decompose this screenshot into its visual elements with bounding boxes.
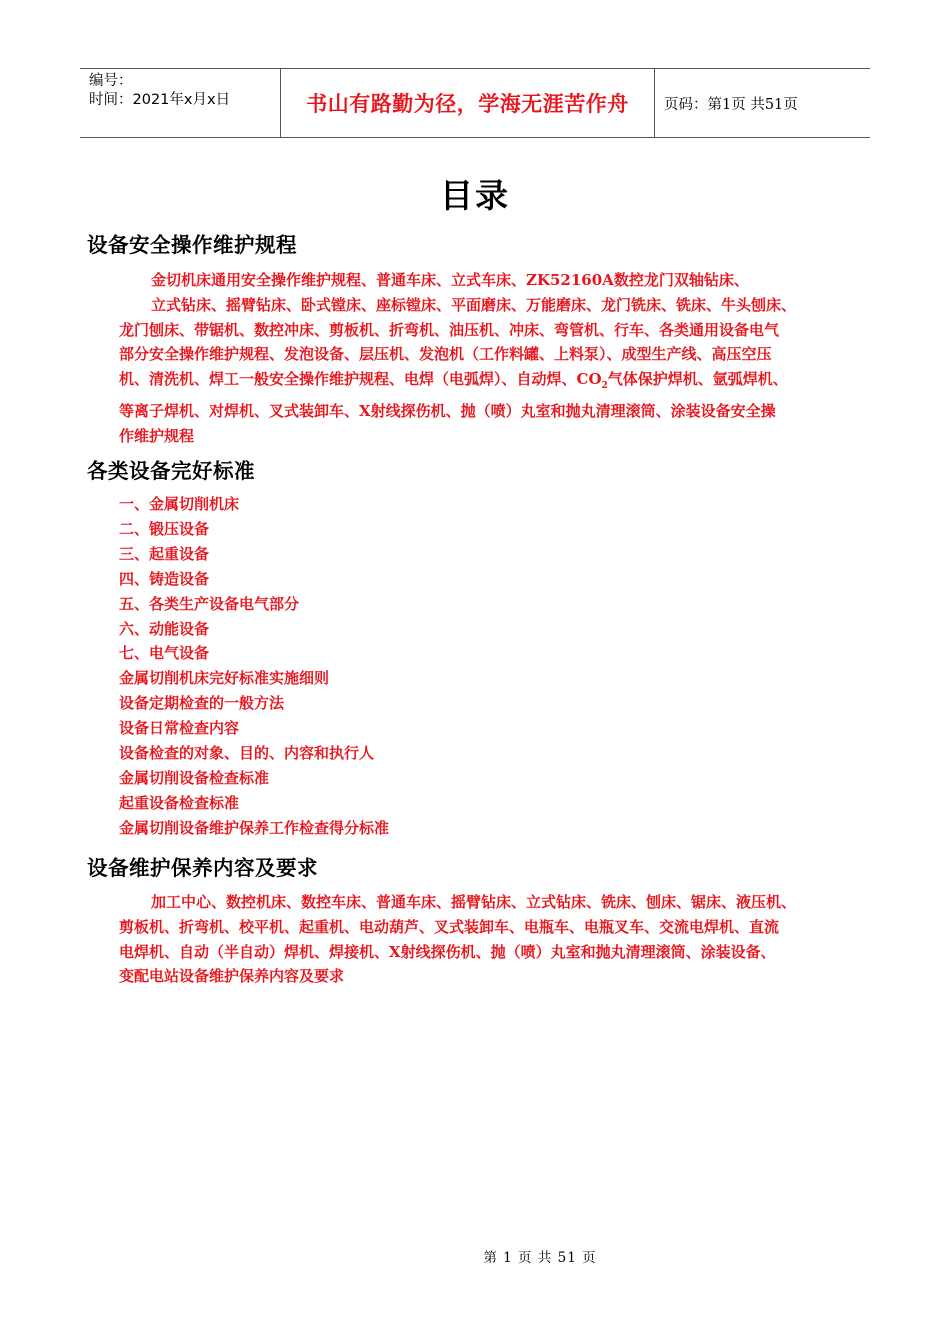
toc-item[interactable]: 设备日常检查内容 bbox=[119, 719, 240, 738]
toc-item[interactable]: 金属切削机床完好标准实施细则 bbox=[119, 669, 330, 688]
toc-line[interactable]: 变配电站设备维护保养内容及要求 bbox=[119, 967, 345, 986]
toc-line[interactable]: 电焊机、自动（半自动）焊机、焊接机、X射线探伤机、抛（喷）丸室和抛丸清理滚筒、涂装设备、 bbox=[119, 942, 776, 961]
maintenance-entries bbox=[119, 890, 869, 989]
toc-item[interactable]: 一、金属切削机床 bbox=[119, 495, 240, 513]
toc-line-part: 机、清洗机、焊工一般安全操作维护规程、电焊（电弧焊）、自动焊、 bbox=[119, 370, 577, 389]
document-number-label: 编号： bbox=[89, 73, 133, 89]
toc-item[interactable]: 七、电气设备 bbox=[119, 644, 210, 663]
toc-line[interactable]: 加工中心、数控机床、数控车床、普通车床、摇臂钻床、立式钻床、铣床、刨床、锯床、液压机、 bbox=[151, 893, 797, 911]
document-title: 目录 bbox=[440, 176, 510, 215]
document-time-label: 时间：2021年x月x日 bbox=[89, 92, 231, 108]
toc-item[interactable]: 四、铸造设备 bbox=[119, 569, 210, 588]
section-heading-safety-rules: 设备安全操作维护规程 bbox=[87, 233, 297, 257]
toc-item[interactable]: 设备检查的对象、目的、内容和执行人 bbox=[119, 744, 375, 763]
toc-item[interactable]: 三、起重设备 bbox=[119, 544, 210, 563]
header-motto: 书山有路勤为径，学海无涯苦作舟 bbox=[281, 69, 655, 137]
toc-item[interactable]: 五、各类生产设备电气部分 bbox=[119, 594, 300, 613]
toc-line[interactable]: 剪板机、折弯机、校平机、起重机、电动葫芦、叉式装卸车、电瓶车、电瓶叉车、交流电焊机、直流 bbox=[119, 917, 780, 936]
section-heading-maintenance: 设备维护保养内容及要求 bbox=[87, 856, 318, 880]
toc-item[interactable]: 金属切削设备维护保养工作检查得分标准 bbox=[119, 818, 390, 837]
toc-item[interactable]: 起重设备检查标准 bbox=[119, 793, 240, 812]
toc-item[interactable]: 设备定期检查的一般方法 bbox=[119, 694, 285, 713]
safety-rules-entries bbox=[119, 268, 869, 449]
toc-line[interactable]: 立式钻床、摇臂钻床、卧式镗床、座标镗床、平面磨床、万能磨床、龙门铣床、铣床、牛头刨床、 bbox=[151, 295, 797, 314]
toc-line[interactable]: 金切机床通用安全操作维护规程、普通车床、立式车床、ZK52160A数控龙门双轴钻床、 bbox=[151, 271, 749, 289]
co2-subscript: 2 bbox=[601, 381, 608, 392]
toc-line[interactable]: 部分安全操作维护规程、发泡设备、层压机、发泡机（工作料罐、上料泵）、成型生产线、高压空压 bbox=[119, 345, 772, 364]
toc-line[interactable]: 等离子焊机、对焊机、叉式装卸车、X射线探伤机、抛（喷）丸室和抛丸清理滚筒、涂装设备安全操 bbox=[119, 401, 776, 420]
header-table bbox=[80, 68, 870, 138]
toc-line-part: 气体保护焊机、氩弧焊机、 bbox=[607, 370, 788, 389]
toc-item[interactable]: 金属切削设备检查标准 bbox=[119, 768, 270, 787]
section-heading-standards: 各类设备完好标准 bbox=[87, 459, 255, 483]
header-meta-cell bbox=[80, 69, 281, 137]
toc-item[interactable]: 六、动能设备 bbox=[119, 619, 210, 638]
toc-line[interactable]: 作维护规程 bbox=[119, 426, 195, 445]
toc-item[interactable]: 二、锻压设备 bbox=[119, 519, 210, 538]
toc-line[interactable]: 龙门刨床、带锯机、数控冲床、剪板机、折弯机、油压机、冲床、弯管机、行车、各类通用设备电气 bbox=[119, 320, 780, 339]
standards-list bbox=[119, 492, 389, 841]
co2-label: CO bbox=[576, 370, 602, 389]
header-page-info: 页码：第1页 共51页 bbox=[664, 96, 798, 113]
page-footer: 第 1 页 共 51 页 bbox=[483, 1250, 597, 1266]
toc-line[interactable] bbox=[119, 367, 869, 399]
